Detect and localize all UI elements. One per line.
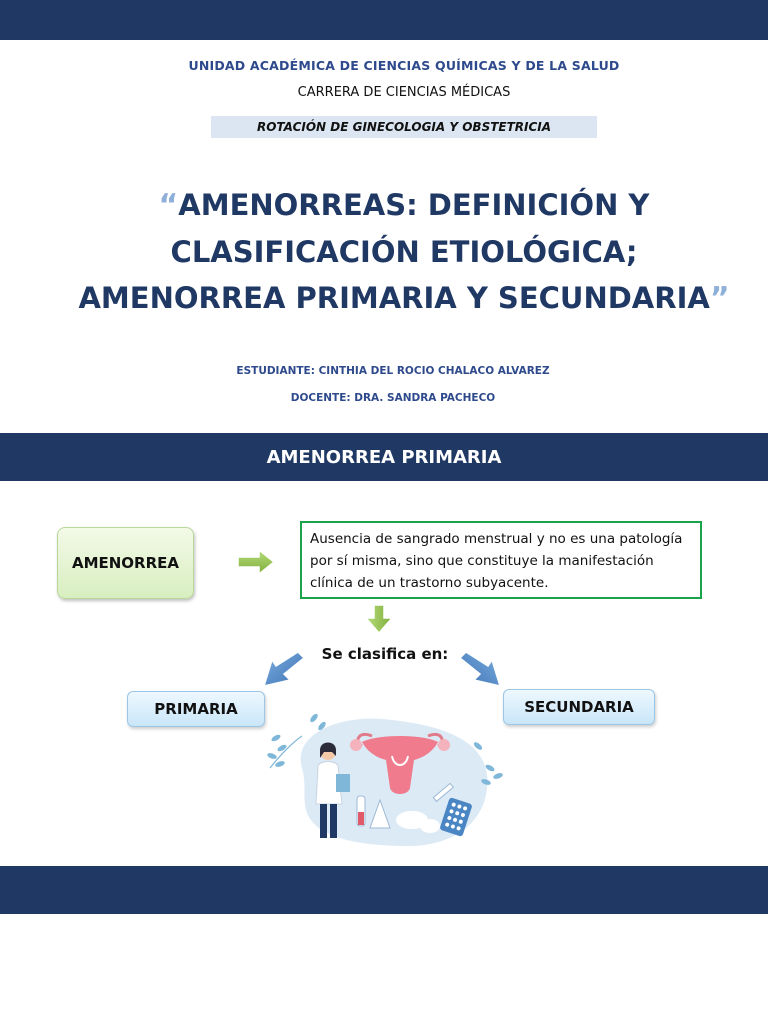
secondary-box (503, 689, 655, 725)
classify-label: Se clasifica en: (321, 645, 449, 663)
student-credit (0, 365, 768, 377)
definition-text: Ausencia de sangrado menstrual y no es una patología por sí misma, sino que constituye la manifestación clínica de un trastorno subyacente. (310, 531, 683, 591)
arrow-right-icon (237, 549, 275, 575)
primary-label: PRIMARIA (154, 700, 238, 718)
teacher-label: DOCENTE: (290, 392, 351, 404)
top-band (0, 0, 768, 40)
term-label: AMENORREA (71, 554, 180, 572)
definition-box (300, 521, 702, 599)
secondary-label: SECUNDARIA (524, 698, 634, 716)
term-box (57, 527, 194, 599)
title-line-2: CLASIFICACIÓN ETIOLÓGICA; (170, 235, 638, 269)
rotation-label: ROTACIÓN DE GINECOLOGIA Y OBSTETRICIA (256, 120, 552, 134)
career-name: CARRERA DE CIENCIAS MÉDICAS (297, 85, 511, 100)
title-line-3: AMENORREA PRIMARIA Y SECUNDARIA” (78, 281, 730, 316)
teacher-credit (0, 392, 768, 404)
bottom-band (0, 866, 768, 914)
title-line-1: “AMENORREAS: DEFINICIÓN Y (158, 188, 650, 223)
student-name: CINTHIA DEL ROCIO CHALACO ALVAREZ (318, 365, 550, 377)
close-quote: ” (709, 281, 730, 316)
open-quote: “ (158, 188, 179, 223)
teacher-name: DRA. SANDRA PACHECO (354, 392, 496, 404)
gynecology-illustration (262, 708, 512, 854)
student-label: ESTUDIANTE: (236, 365, 315, 377)
arrow-down-icon (365, 604, 393, 634)
arrow-diagonal-right-icon (458, 652, 504, 688)
section-band (0, 433, 768, 481)
institution-name: UNIDAD ACADÉMICA DE CIENCIAS QUÍMICAS Y DE LA SALUD (188, 58, 620, 73)
document-title (40, 182, 768, 322)
arrow-diagonal-left-icon (260, 652, 306, 688)
section-heading: AMENORREA PRIMARIA (266, 446, 502, 468)
primary-box (127, 691, 265, 727)
rotation-banner (211, 116, 597, 138)
